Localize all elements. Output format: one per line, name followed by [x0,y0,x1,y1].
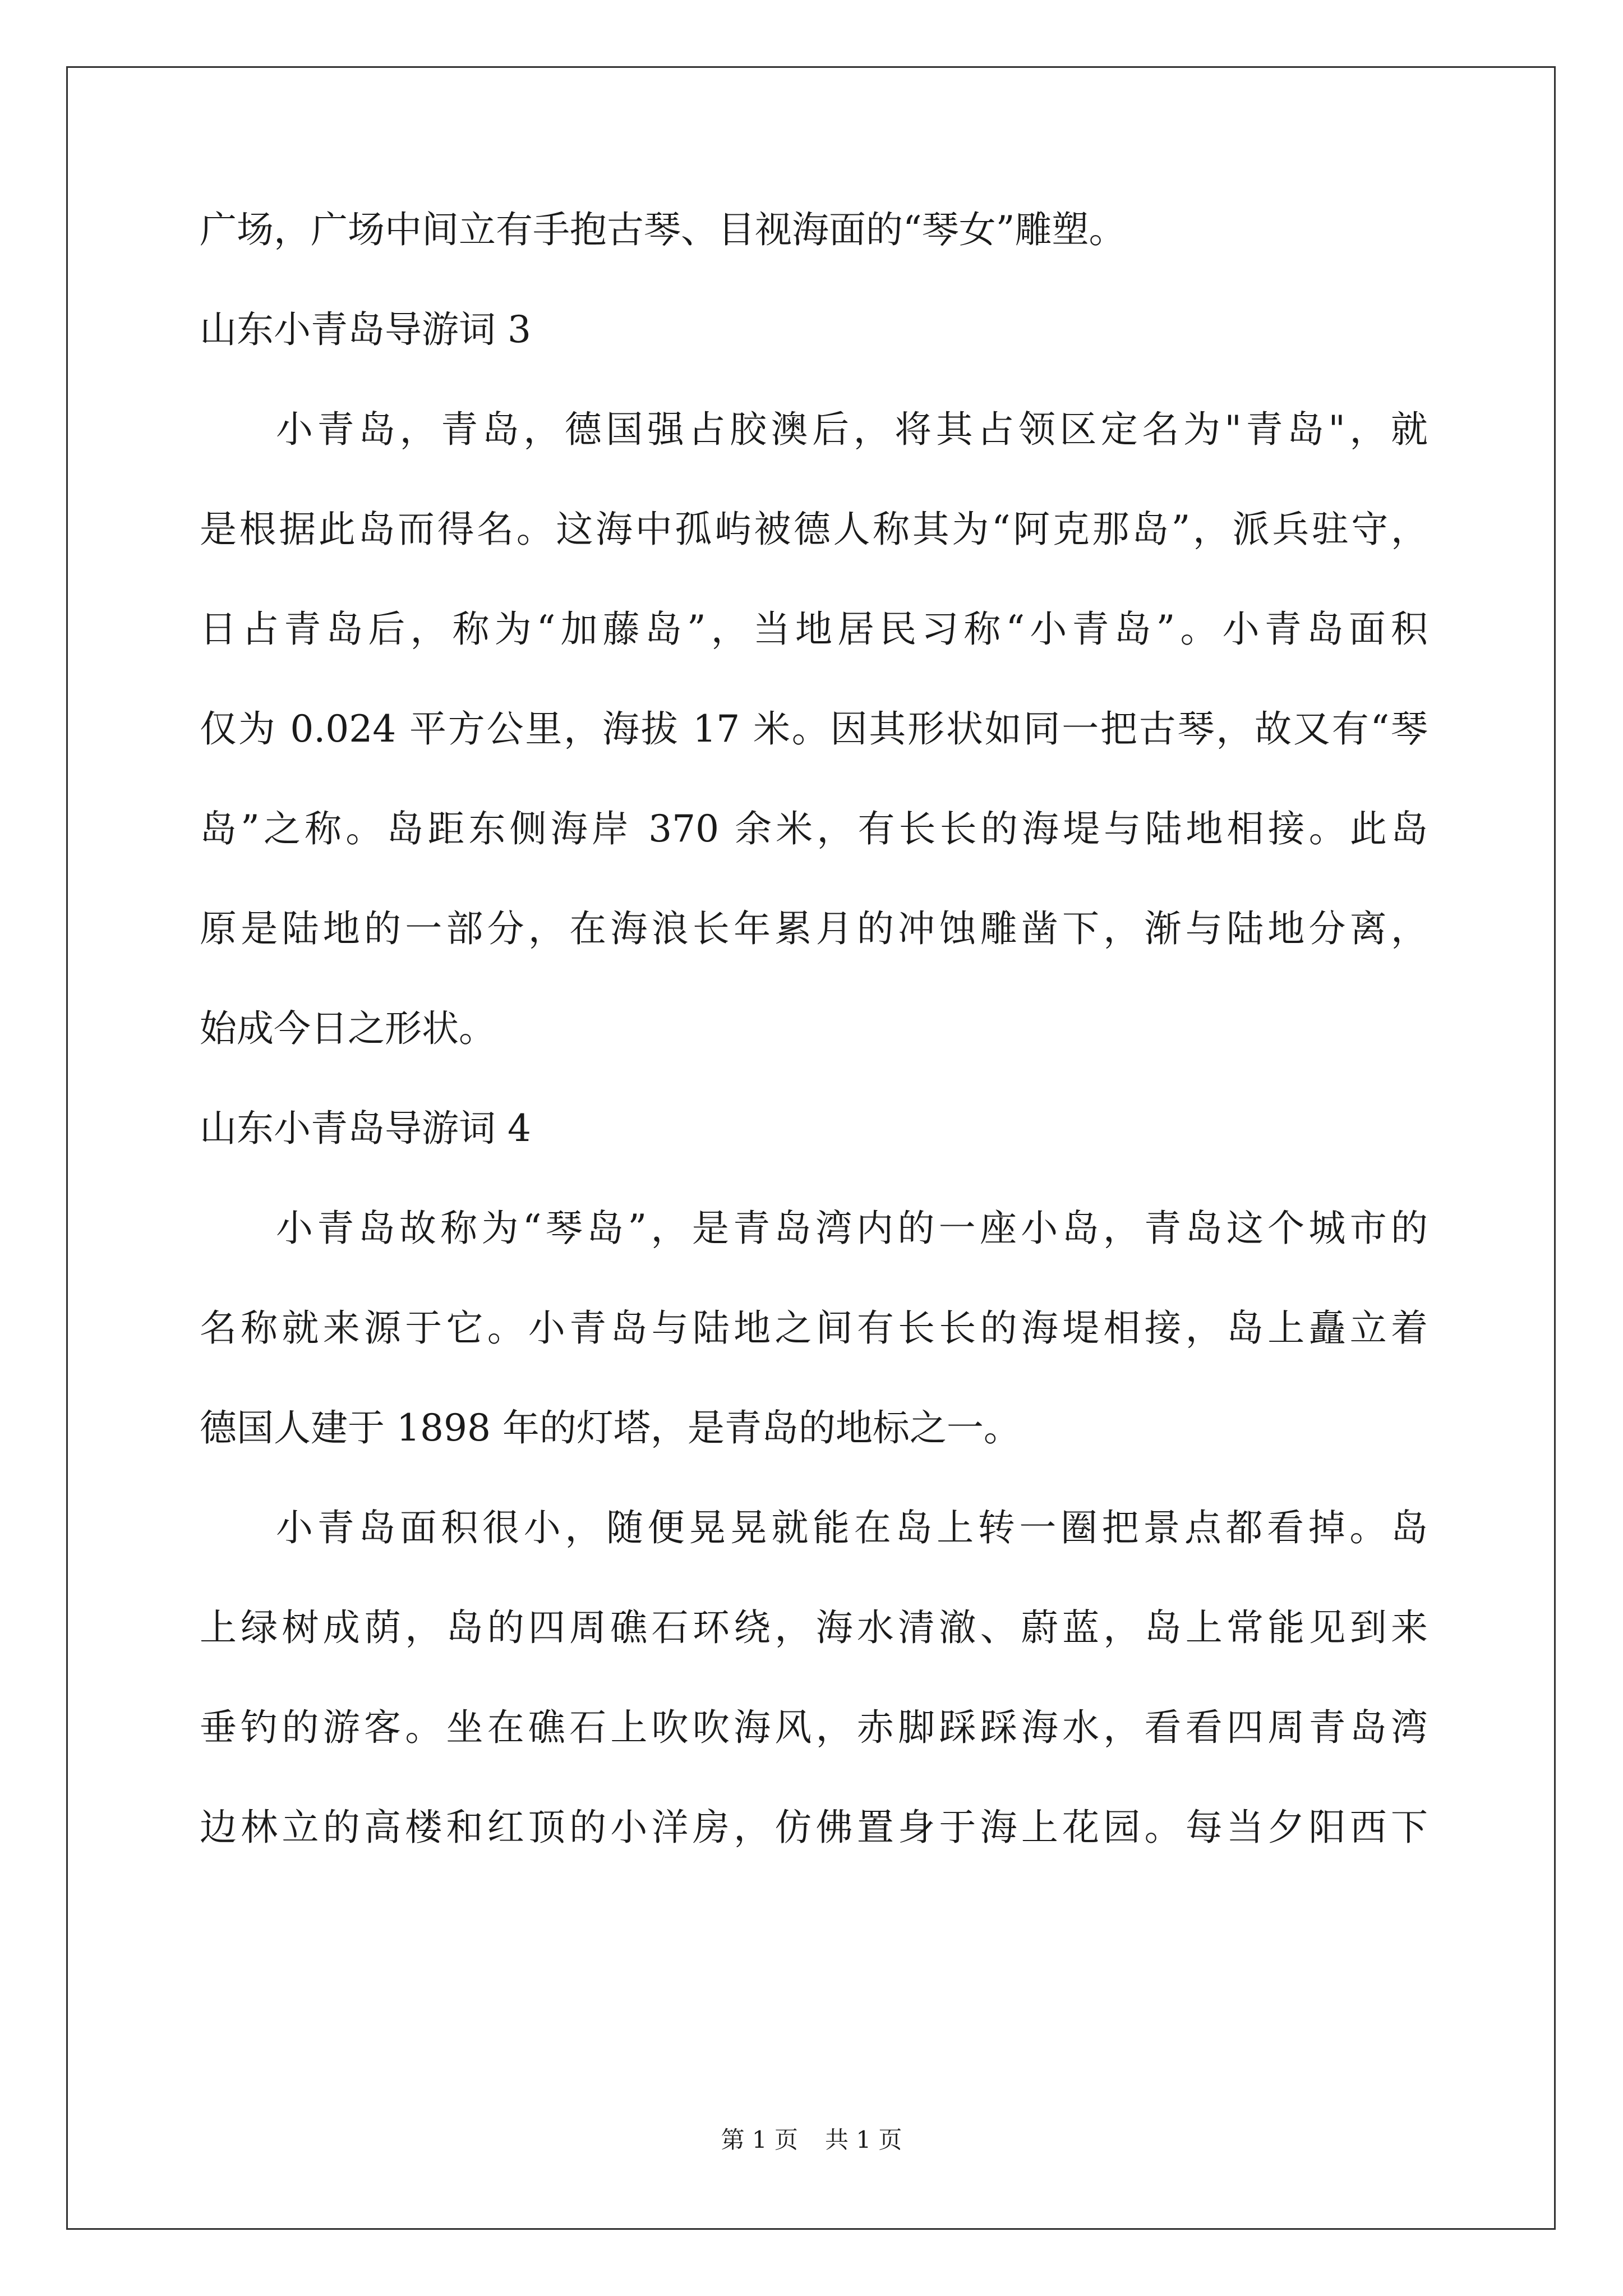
page-total: 共 1 页 [825,2126,902,2154]
text-line: 名称就来源于它。小青岛与陆地之间有长长的海堤相接，岛上矗立着 [200,1306,1428,1350]
text-line: 上绿树成荫，岛的四周礁石环绕，海水清澈、蔚蓝，岛上常能见到来 [200,1606,1428,1649]
document-body [200,208,1428,1905]
text-line: 广场，广场中间立有手抱古琴、目视海面的“琴女”雕塑。 [200,208,1126,251]
section-heading: 山东小青岛导游词 4 [200,1107,531,1150]
text-line: 边林立的高楼和红顶的小洋房，仿佛置身于海上花园。每当夕阳西下 [200,1806,1428,1849]
text-line: 原是陆地的一部分，在海浪长年累月的冲蚀雕凿下，渐与陆地分离， [200,907,1428,950]
text-line: 始成今日之形状。 [200,1007,496,1050]
text-line: 仅为 0.024 平方公里，海拔 17 米。因其形状如同一把古琴，故又有“琴 [200,707,1428,751]
section-heading: 山东小青岛导游词 3 [200,308,531,351]
page-number: 第 1 页 [721,2126,798,2154]
text-line: 小青岛，青岛，德国强占胶澳后，将其占领区定名为"青岛"，就 [276,408,1428,451]
text-line: 岛”之称。岛距东侧海岸 370 余米，有长长的海堤与陆地相接。此岛 [200,807,1428,850]
text-line: 德国人建于 1898 年的灯塔，是青岛的地标之一。 [200,1406,1021,1450]
text-line: 垂钓的游客。坐在礁石上吹吹海风，赤脚踩踩海水，看看四周青岛湾 [200,1706,1428,1749]
text-line: 小青岛故称为“琴岛”，是青岛湾内的一座小岛，青岛这个城市的 [276,1207,1428,1250]
text-line: 是根据此岛而得名。这海中孤屿被德人称其为“阿克那岛”，派兵驻守， [200,508,1428,551]
page-footer [0,2126,1623,2154]
text-line: 日占青岛后，称为“加藤岛”，当地居民习称“小青岛”。小青岛面积 [200,608,1428,651]
text-line: 小青岛面积很小，随便晃晃就能在岛上转一圈把景点都看掉。岛 [276,1506,1428,1549]
